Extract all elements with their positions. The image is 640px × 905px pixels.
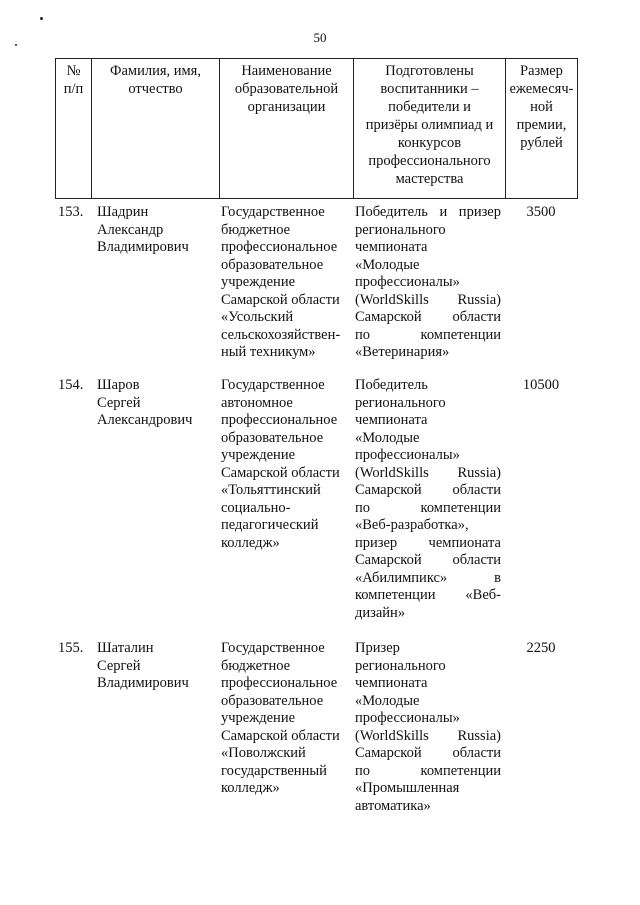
achievement-text — [355, 640, 501, 815]
achievement-text — [355, 377, 501, 622]
achievement-line: по компетенции — [355, 499, 501, 516]
achievement-line: «Промышленная — [355, 780, 460, 796]
header-cell-achievement: Подготовлены воспитанники – победители и призёры олимпиад и конкурсов профессионального мастерства — [354, 59, 506, 199]
row-number: 153. — [58, 204, 84, 220]
bonus-amount: 2250 — [526, 640, 556, 656]
person-name: Шадрин Александр Владимирович — [97, 204, 189, 255]
header-cell-bonus: Размер ежемесяч- ной премии, рублей — [506, 59, 578, 199]
achievement-line: «Молодые — [355, 429, 420, 446]
achievement-line: по компетенции — [355, 326, 501, 343]
achievement-line: Самарской области — [355, 309, 501, 325]
achievement-line: чемпионата — [355, 675, 428, 691]
achievement-line: профессионалы» — [355, 447, 460, 463]
achievement-line: Самарской области — [355, 552, 501, 568]
achievement-line: чемпионата — [355, 412, 428, 428]
achievement-line: призер чемпионата — [355, 534, 501, 551]
achievement-line: Победитель и призер — [355, 204, 501, 220]
achievement-line: Самарской области — [355, 745, 501, 761]
achievement-line: Победитель — [355, 377, 428, 393]
achievement-line: регионального — [355, 221, 446, 238]
achievement-line: автоматика» — [355, 797, 431, 814]
achievement-line: «Абилимпикс» в — [355, 569, 501, 586]
achievement-line: «Молодые — [355, 256, 420, 273]
row-number: 155. — [58, 640, 84, 656]
achievement-line: (WorldSkills Russia) — [355, 291, 501, 308]
bonus-amount: 3500 — [526, 204, 556, 220]
row-number: 154. — [58, 377, 84, 393]
achievement-line: профессионалы» — [355, 710, 460, 726]
achievement-line: (WorldSkills Russia) — [355, 727, 501, 744]
organization-name: Государственное бюджетное профессиональное образовательное учреждение Самарской области «Поволжский государственный колледж» — [221, 640, 340, 796]
person-name: Шаталин Сергей Владимирович — [97, 640, 189, 691]
header-cell-full-name: Фамилия, имя, отчество — [92, 59, 220, 199]
page-number: 50 — [313, 30, 327, 45]
achievement-line: «Молодые — [355, 692, 420, 709]
achievement-line: (WorldSkills Russia) — [355, 464, 501, 481]
organization-name: Государственное автономное профессиональное образовательное учреждение Самарской области «Тольяттинский социально- педагогический колледж» — [221, 377, 340, 551]
achievement-line: «Ветеринария» — [355, 344, 450, 360]
achievement-line: профессионалы» — [355, 274, 460, 290]
achievement-line: чемпионата — [355, 239, 428, 255]
achievement-line: регионального — [355, 394, 446, 411]
header-cell-organization: Наименование образовательной организации — [220, 59, 354, 199]
organization-name: Государственное бюджетное профессиональное образовательное учреждение Самарской области «Усольский сельскохозяйствен- ный техникум» — [221, 204, 341, 360]
achievement-line: по компетенции — [355, 762, 501, 779]
achievement-line: компетенции «Веб- — [355, 587, 501, 603]
header-cell-number: № п/п — [56, 59, 92, 199]
achievement-line: Самарской области — [355, 482, 501, 498]
person-name: Шаров Сергей Александрович — [97, 377, 193, 428]
achievement-line: Призер — [355, 640, 400, 656]
achievement-line: «Веб-разработка», — [355, 517, 469, 533]
achievement-line: регионального — [355, 657, 446, 674]
achievement-line: дизайн» — [355, 604, 406, 621]
achievement-text — [355, 204, 501, 362]
bonus-amount: 10500 — [522, 377, 560, 393]
